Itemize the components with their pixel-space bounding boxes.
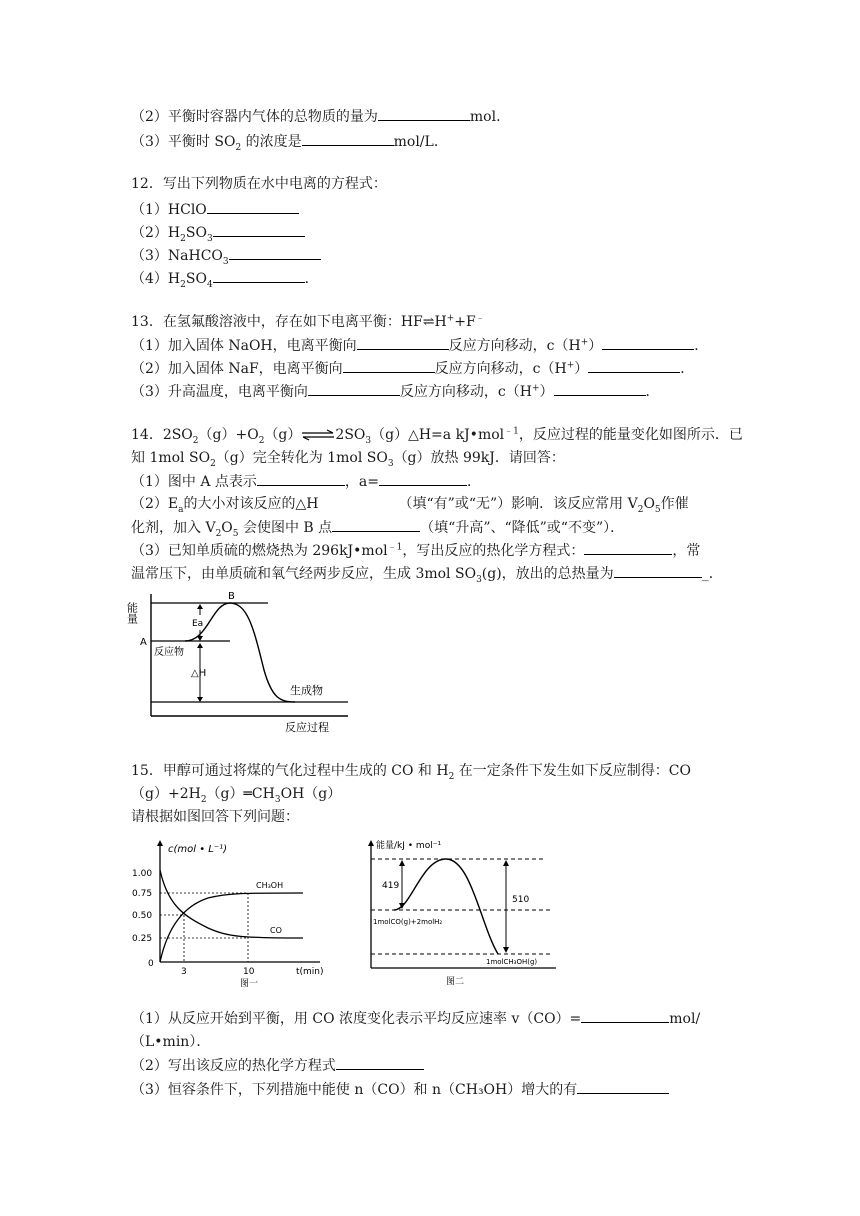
subscript: 3 <box>274 794 281 805</box>
subscript: 5 <box>654 504 661 515</box>
q15-q1-b: mol/ <box>669 1011 701 1027</box>
q12-title: 12．写出下列物质在水中电离的方程式： <box>131 176 387 192</box>
q12-i1-text: （1）HClO <box>131 202 207 218</box>
point-a-label: A <box>140 637 147 648</box>
energy-curve <box>394 859 498 954</box>
ea-label: Ea <box>192 619 204 629</box>
subscript: 2 <box>258 435 265 446</box>
y-tick-0: 0 <box>148 959 154 969</box>
answer-blank[interactable] <box>229 246 321 260</box>
q12-item1 <box>131 200 299 219</box>
q12-i2-text: （2）H <box>131 225 181 241</box>
e2-label: 510 <box>512 895 530 905</box>
q14-line5 <box>131 518 624 537</box>
answer-blank[interactable] <box>332 518 420 532</box>
q15-l2-b: （g）═CH <box>206 786 275 802</box>
q13-i2-a: （2）加入固体 NaF，电离平衡向 <box>131 361 343 377</box>
q14-l6-a: （3）已知单质硫的燃烧热为 296kJ•mol <box>131 543 388 559</box>
products-label: 生成物 <box>290 684 323 697</box>
y-axis-label: 能量 <box>125 602 139 624</box>
answer-blank[interactable] <box>378 107 470 121</box>
q13-i1-a: （1）加入固体 NaOH，电离平衡向 <box>131 338 357 354</box>
x-tick-3: 3 <box>181 967 187 977</box>
subscript: 5 <box>232 528 239 539</box>
q15-line3: 请根据如图回答下列问题： <box>131 809 299 825</box>
q14-l7-c: _． <box>701 566 723 582</box>
answer-blank[interactable] <box>584 541 672 555</box>
subscript: 3 <box>206 233 213 244</box>
subscript: 2 <box>180 279 186 290</box>
q13-i3-d: ． <box>645 384 660 400</box>
subscript: 2 <box>448 771 455 782</box>
q14-line6 <box>131 541 700 560</box>
superscript: ﹣ <box>475 313 485 324</box>
q12-item2 <box>131 223 305 242</box>
equilibrium-arrow-icon <box>301 430 335 440</box>
q12-item4 <box>131 269 319 288</box>
q14-line7 <box>131 564 723 583</box>
answer-blank[interactable] <box>213 269 305 283</box>
q11-p3-mid: 的浓度是 <box>241 134 302 150</box>
q15-l1-b: 在一定条件下发生如下反应制得：CO <box>454 763 691 779</box>
q14-l3-b: ，a= <box>344 474 379 490</box>
y-axis-label: c(mol • L⁻¹) <box>168 844 228 855</box>
q14-l1-c: （g） <box>264 427 302 443</box>
subscript: 2 <box>192 435 199 446</box>
q14-l4-c: （填“有”或“无”）影响．该反应常用 V <box>398 496 638 512</box>
answer-blank[interactable] <box>207 200 299 214</box>
q14-l6-c: ，常 <box>672 543 701 559</box>
q14-l5-b: O <box>221 520 233 536</box>
q14-l7-a: 温常压下，由单质硫和氧气经两步反应，生成 3mol SO <box>131 566 477 582</box>
q15-q1 <box>131 1009 700 1028</box>
q15-l1-a: 15．甲醇可通过将煤的气化过程中生成的 CO 和 H <box>131 763 449 779</box>
reactant-level-label: 1molCO(g)+2molH₂ <box>373 918 443 926</box>
co-label: CO <box>270 926 282 935</box>
x-axis-label: 反应过程 <box>285 721 329 734</box>
q15-q3 <box>131 1080 669 1099</box>
energy-curve <box>185 603 295 702</box>
subscript: 3 <box>365 435 372 446</box>
q13-item3 <box>131 382 660 401</box>
x-tick-10: 10 <box>243 967 255 977</box>
e1-label: 419 <box>382 881 400 891</box>
subscript: 3 <box>476 574 482 585</box>
answer-blank[interactable] <box>577 1080 669 1094</box>
y-axis-label: 能量/kJ • mol⁻¹ <box>376 841 442 851</box>
q14-l4-d: O <box>643 496 655 512</box>
q13-title-text: 13．在氢氟酸溶液中，存在如下电离平衡：HF⇌H <box>131 314 447 330</box>
subscript: 2 <box>200 794 207 805</box>
subscript: 3 <box>387 458 394 469</box>
answer-blank[interactable] <box>357 336 449 350</box>
q15-q1-cont: （L•min）． <box>131 1034 211 1050</box>
q13-i1-d: ． <box>694 338 709 354</box>
subscript: 3 <box>222 256 229 267</box>
q14-l5-a: 化剂，加入 V <box>131 520 216 536</box>
answer-blank[interactable] <box>257 472 345 486</box>
point-b-label: B <box>228 591 235 602</box>
subscript: 4 <box>206 279 213 290</box>
q14-l4-b: 的大小对该反应的△H <box>183 496 319 512</box>
y-tick-075: 0.75 <box>132 889 153 899</box>
q11-p3-unit: mol/L． <box>393 134 448 150</box>
q14-l2-b: （g）完全转化为 1mol SO <box>215 450 388 466</box>
q14-l1-f: ，反应过程的能量变化如图所示．已 <box>518 427 743 443</box>
q15-l2-a: （g）+2H <box>131 786 201 802</box>
x-axis-label: t(min) <box>296 967 324 977</box>
dh-label: △H <box>191 668 207 679</box>
answer-blank[interactable] <box>581 1009 669 1023</box>
q15-q2-text: （2）写出该反应的热化学方程式 <box>131 1058 336 1074</box>
q14-line3 <box>131 472 481 491</box>
q14-l1-a: 14．2SO <box>131 427 193 443</box>
answer-blank[interactable] <box>308 382 400 396</box>
subscript: 2 <box>235 142 242 153</box>
q13-i2-d: ． <box>680 361 695 377</box>
q11-part2 <box>131 107 510 126</box>
answer-blank[interactable] <box>302 132 394 146</box>
q12-i3-text: （3）NaHCO <box>131 248 223 264</box>
q14-l3-c: ． <box>467 474 481 490</box>
answer-blank[interactable] <box>343 359 435 373</box>
q13-title-mid: +F <box>454 314 476 330</box>
subscript: 2 <box>210 458 216 469</box>
superscript: + <box>580 337 589 348</box>
figure2-caption: 图二 <box>446 977 465 987</box>
subscript: 2 <box>215 528 222 539</box>
q14-l6-b: ，写出反应的热化学方程式： <box>402 543 585 559</box>
subscript: 2 <box>180 233 186 244</box>
answer-blank[interactable] <box>588 359 680 373</box>
q13-i1-b: 反应方向移动，c（H <box>448 338 581 354</box>
superscript: + <box>566 360 575 371</box>
q14-l2-a: 知 1mol SO <box>131 450 211 466</box>
figure1-caption: 图一 <box>240 979 259 989</box>
q13-i2-b: 反应方向移动，c（H <box>434 361 567 377</box>
q14-line4 <box>131 495 689 513</box>
q13-i2-c: ） <box>574 361 589 377</box>
q13-i3-c: ） <box>539 384 554 400</box>
answer-blank[interactable] <box>213 223 305 237</box>
q11-p2-text: （2）平衡时容器内气体的总物质的量为 <box>131 109 378 125</box>
q14-l1-e: （g）△H=a kJ•mol <box>371 427 505 443</box>
superscript: + <box>531 383 540 394</box>
q12-i2-mid: SO <box>185 225 207 241</box>
q14-l2-c: （g）放热 99kJ．请回答： <box>393 450 565 466</box>
q11-p3-text: （3）平衡时 SO <box>131 134 236 150</box>
q14-line1 <box>131 426 743 444</box>
q13-i3-a: （3）升高温度，电离平衡向 <box>131 384 308 400</box>
q15-line2 <box>131 785 341 803</box>
q11-p2-unit: mol． <box>469 109 511 125</box>
q15-line1 <box>131 762 691 780</box>
q13-item2 <box>131 359 694 378</box>
q14-l5-d: （填“升高”、“降低”或“不变”）． <box>420 520 625 536</box>
reactants-label: 反应物 <box>154 647 184 658</box>
y-tick-100: 1.00 <box>132 869 153 879</box>
q13-title <box>131 313 485 331</box>
product-level-label: 1molCH₃OH(g) <box>486 958 538 966</box>
answer-blank[interactable] <box>614 564 702 578</box>
ch3oh-label: CH₃OH <box>256 881 284 890</box>
y-tick-025: 0.25 <box>132 934 153 944</box>
answer-blank[interactable] <box>602 336 694 350</box>
answer-blank[interactable] <box>554 382 646 396</box>
q15-q2 <box>131 1056 424 1075</box>
q14-l4-e: 作催 <box>660 496 689 512</box>
q14-l1-d: 2SO <box>335 427 366 443</box>
q15-l2-c: OH（g） <box>280 786 342 802</box>
subscript: 2 <box>637 504 644 515</box>
q12-item3 <box>131 246 321 265</box>
q12-i4-text: （4）H <box>131 271 181 287</box>
q14-l3-a: （1）图中 A 点表示 <box>131 474 257 490</box>
q13-i1-c: ） <box>588 338 603 354</box>
q14-l4-a: （2）E <box>131 496 179 512</box>
q14-l5-c: 会使图中 B 点 <box>238 520 333 536</box>
q13-item1 <box>131 336 708 355</box>
concentration-chart <box>128 836 338 989</box>
energy-diagram-q15 <box>366 836 562 986</box>
q15-q3-text: （3）恒容条件下，下列措施中能使 n（CO）和 n（CH₃OH）增大的有 <box>131 1082 578 1098</box>
answer-blank[interactable] <box>336 1056 424 1070</box>
q14-l7-b: (g)，放出的总热量为 <box>481 566 614 582</box>
q13-i3-b: 反应方向移动，c（H <box>399 384 532 400</box>
subscript: a <box>178 504 184 515</box>
q11-part3 <box>131 132 448 151</box>
q12-i4-end: ． <box>304 271 319 287</box>
answer-blank[interactable] <box>379 472 467 486</box>
q14-line2 <box>131 449 565 467</box>
q12-i4-mid: SO <box>185 271 207 287</box>
y-tick-050: 0.50 <box>132 911 153 921</box>
superscript: ﹣1 <box>504 426 519 437</box>
q14-l1-b: （g）+O <box>198 427 259 443</box>
q15-q1-a: （1）从反应开始到平衡，用 CO 浓度变化表示平均反应速率 v（CO）= <box>131 1011 582 1027</box>
superscript: + <box>446 313 455 324</box>
energy-diagram-q14 <box>125 590 360 735</box>
superscript: ﹣1 <box>387 542 403 553</box>
